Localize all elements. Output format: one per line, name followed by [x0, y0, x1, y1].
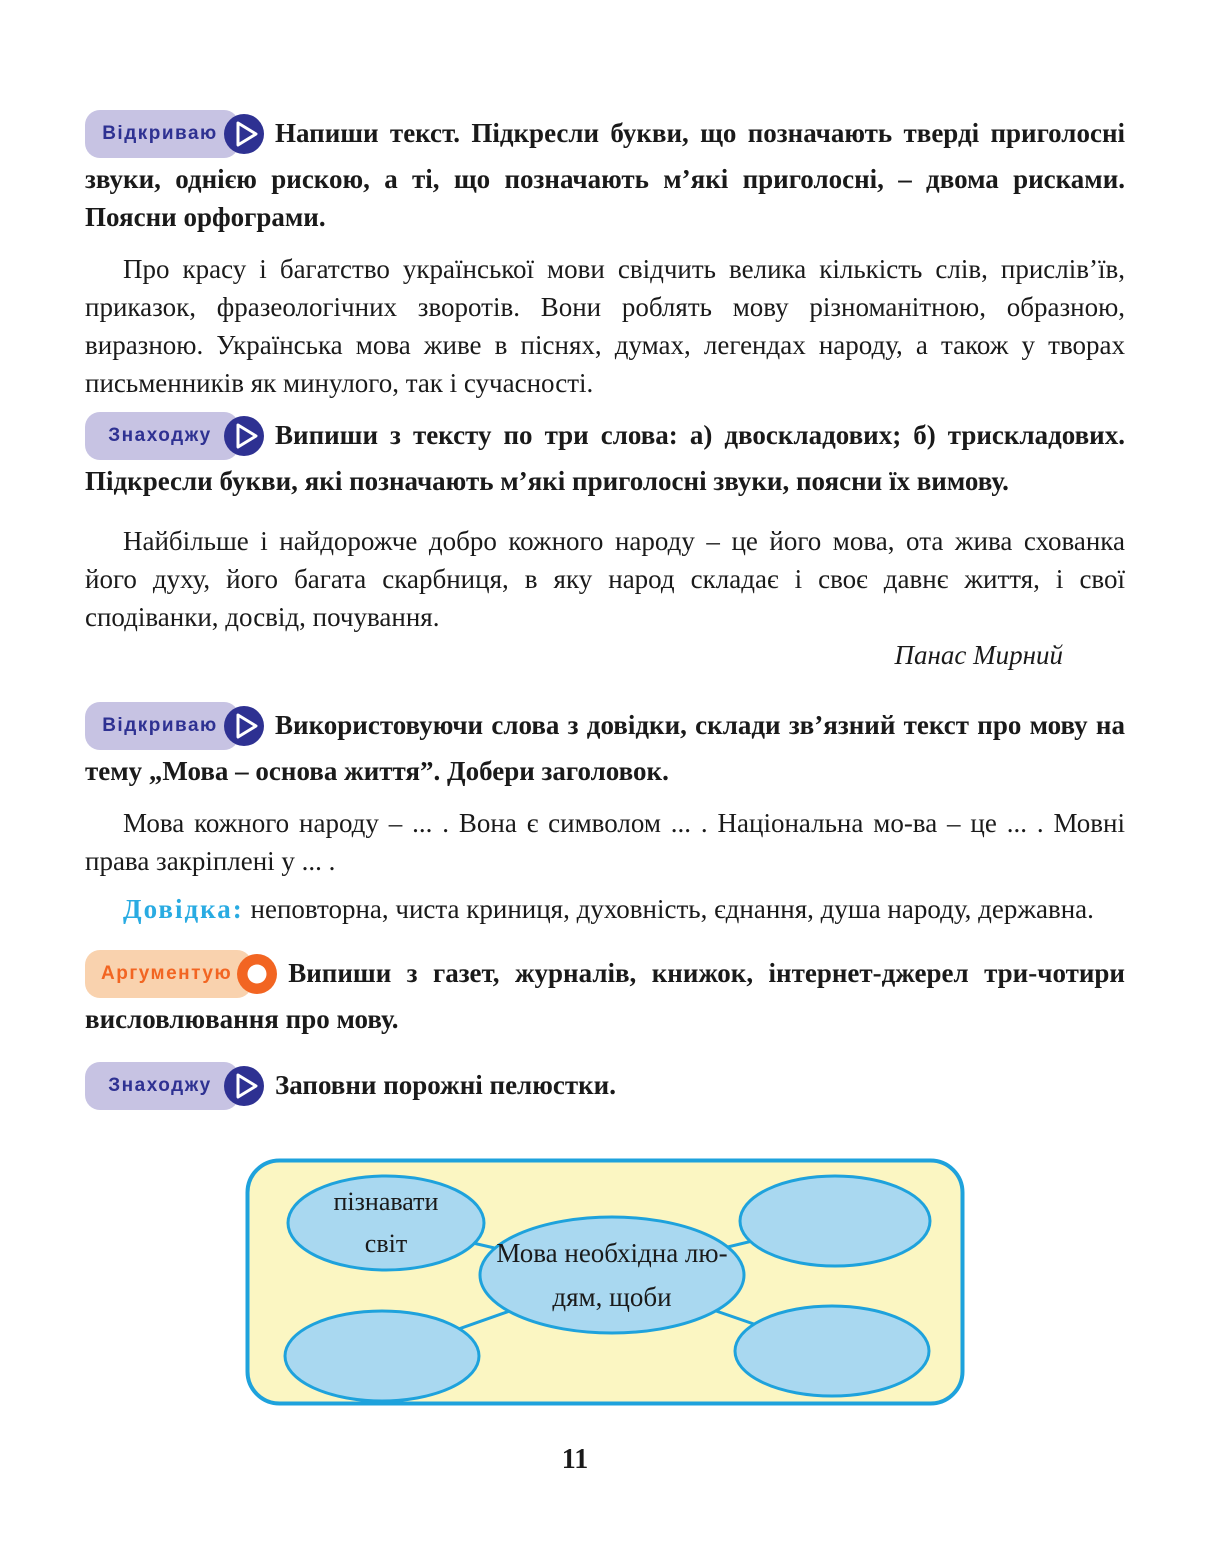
- badge-vidkryvaiu-2: [85, 702, 265, 750]
- badge-label-znakhodzhu-2: Знаходжу: [85, 1062, 239, 1110]
- paragraph-krasa-movy: Про красу і багатство української мови свідчить велика кількість слів, прислів’їв, приказок, фразеологічних зворотів. Вони роблять мову різноманітною, образною, виразною. Українська мова живе в піснях, думах, легендах народу, а також у творах письменників як минулого, так і сучасності.: [85, 254, 1125, 398]
- task-4: [85, 952, 1125, 1038]
- task-5-text: Заповни порожні пелюстки.: [275, 1070, 616, 1101]
- badge-vidkryvaiu-1: [85, 110, 265, 158]
- play-icon: [223, 415, 265, 457]
- petal-top-left-label: [288, 1176, 484, 1270]
- dovidka-paragraph: [85, 890, 1125, 928]
- badge-znakhodzhu-2: [85, 1062, 265, 1110]
- task-1-text: Напиши текст. Підкресли букви, що позначають тверді приголосні звуки, однією рискою, а ті, що позначають м’які приголосні, – двома рисками. Поясни орфограми.: [85, 118, 1125, 232]
- task-3-text: Використовуючи слова з довідки, склади зв’язний текст про мову на тему „Мова – основа життя”. Добери заголовок.: [85, 710, 1125, 786]
- task-5: [85, 1064, 1125, 1112]
- play-icon: [223, 1065, 265, 1107]
- task-4-text: Випиши з газет, журналів, книжок, інтернет-джерел три-чотири висловлювання про мову.: [85, 958, 1125, 1034]
- petal-label-line: світ: [364, 1229, 408, 1258]
- author-attribution: Панас Мирний: [894, 640, 1063, 670]
- dovidka-words: неповторна, чиста криниця, духовність, єднання, душа народу, державна.: [250, 894, 1094, 924]
- task-2-text: Випиши з тексту по три слова: а) двоскладових; б) трискладових. Підкресли букви, які позначають м’які приголосні звуки, поясни їх вимову.: [85, 420, 1125, 496]
- badge-label-arhumentuiu: Аргументую: [85, 950, 252, 998]
- ring-icon: [236, 953, 278, 995]
- paragraph-dobro-narodu: Найбільше і найдорожче добро кожного народу – це його мова, ота жива схованка його духу, його багата скарбниця, в яку народ складає і своє давнє життя, і свої сподіванки, досвід, почування.: [85, 526, 1125, 632]
- badge-label-vidkryvaiu-2: Відкриваю: [85, 702, 239, 750]
- badge-label-vidkryvaiu-1: Відкриваю: [85, 110, 239, 158]
- petal-bottom-left: [285, 1311, 479, 1401]
- paragraph-gap-fill: Мова кожного народу – ... . Вона є символом ... . Національна мо-ва – це ... . Мовні права закріплені у ... .: [85, 808, 1125, 876]
- task-3: [85, 704, 1125, 790]
- badge-arhumentuiu: [85, 950, 278, 998]
- badge-znakhodzhu-1: [85, 412, 265, 460]
- center-label-line: Мова необхідна лю-: [496, 1238, 728, 1268]
- badge-label-znakhodzhu-1: Знаходжу: [85, 412, 239, 460]
- center-ellipse-label: [480, 1217, 744, 1333]
- page-number: 11: [561, 1444, 589, 1475]
- task-2: [85, 414, 1125, 500]
- play-icon: [223, 113, 265, 155]
- petal-top-right: [740, 1176, 930, 1266]
- task-1: [85, 112, 1125, 236]
- center-label-line: дям, щоби: [552, 1282, 672, 1312]
- petal-label-line: пізнавати: [333, 1187, 439, 1216]
- petal-diagram: [245, 1158, 965, 1406]
- play-icon: [223, 705, 265, 747]
- petal-bottom-right: [735, 1306, 929, 1396]
- dovidka-label: Довідка:: [123, 894, 244, 924]
